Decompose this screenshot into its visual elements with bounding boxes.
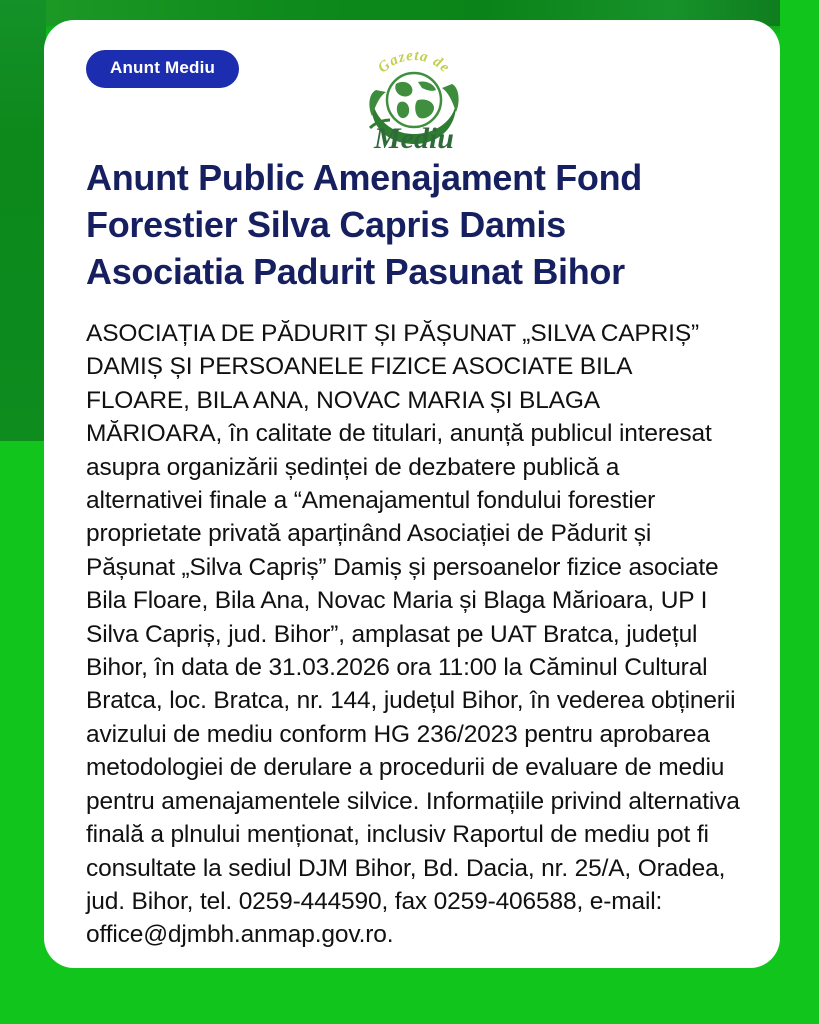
card-header [86,46,740,155]
logo-top-text: Gazeta de [375,47,454,77]
logo-bottom-text: Mediu [373,122,455,155]
category-badge[interactable]: Anunt Mediu [86,50,239,88]
announcement-card [44,20,780,968]
background-left-band [0,0,46,441]
announcement-body-text: ASOCIAȚIA DE PĂDURIT ȘI PĂȘUNAT „SILVA CAPRIȘ” DAMIȘ ȘI PERSOANELE FIZICE ASOCIATE BILA FLOARE, BILA ANA, NOVAC MARIA ȘI BLAGA MĂRIOARA, în calitate de titulari, anunță publicul interesat asupra organizării ședinței de dezbatere publică a alternativei finale a “Amenajamentul fondului forestier proprietate privată aparținând Asociației de Pădurit și Pășunat „Silva Capriș” Damiș și persoanelor fizice asociate Bila Floare, Bila Ana, Novac Maria și Blaga Mărioara, UP I Silva Capriș, jud. Bihor”, amplasat pe UAT Bratca, județul Bihor, în data de 31.03.2026 ora 11:00 la Căminul Cultural Bratca, loc. Bratca, nr. 144, județul Bihor, în vederea obținerii avizului de mediu conform HG 236/2023 pentru aprobarea metodologiei de derulare a procedurii de evaluare de mediu pentru amenajamentele silvice. Informațiile privind alternativa finală a plnului menționat, inclusiv Raportul de mediu pot fi consultate la sediul DJM Bihor, Bd. Dacia, nr. 25/A, Oradea, jud. Bihor, tel. 0259-444590, fax 0259-406588, e-mail: office@djmbh.anmap.gov.ro. [86,320,747,949]
gazeta-de-mediu-logo [356,44,472,156]
page-title: Anunt Public Amenajament Fond Forestier Silva Capris Damis Asociatia Padurit Pasunat Bihor [86,157,642,292]
